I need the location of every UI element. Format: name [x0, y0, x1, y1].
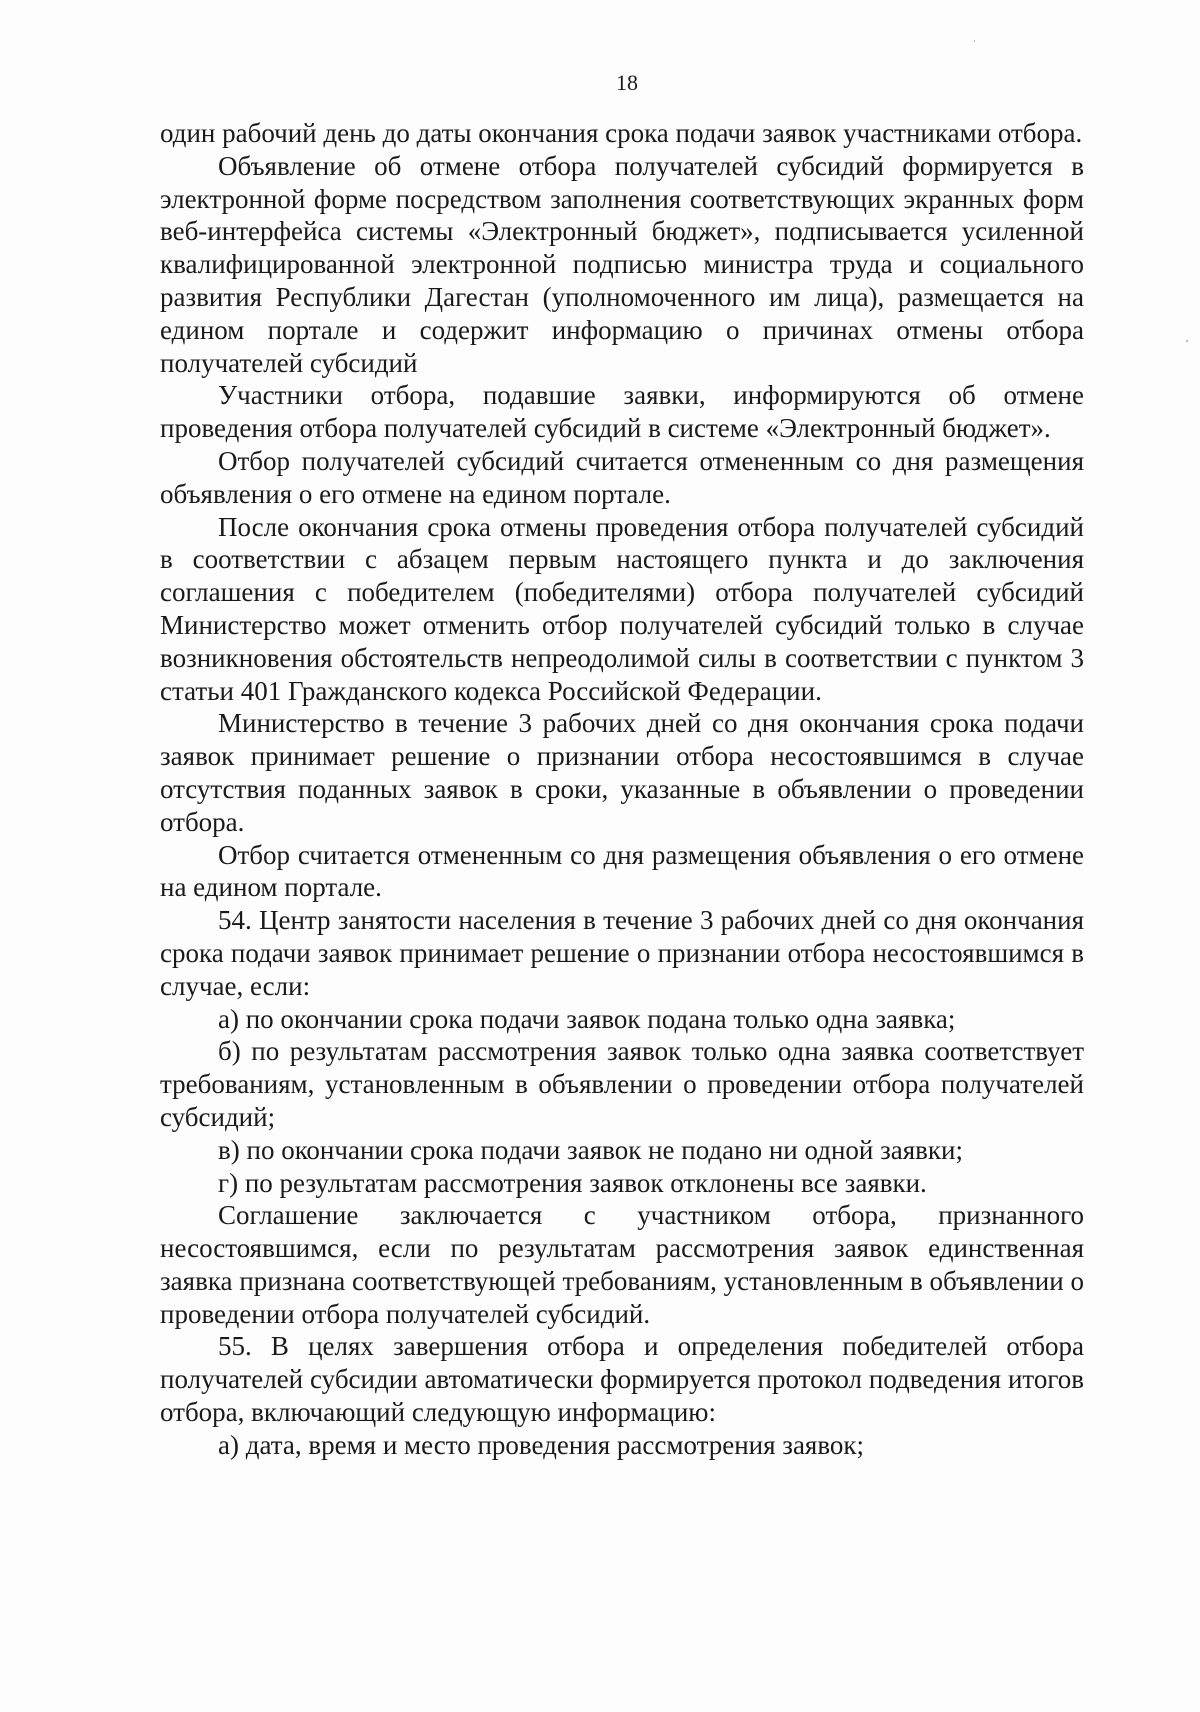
paragraph: Объявление об отмене отбора получателей субсидий формируется в электронной форме посредством заполнения соответствующих экранных форм веб-интерфейса системы «Электронный бюджет», подписывается усиленной квалифицированной электронной подписью министра труда и социального развития Республики Дагестан (уполномоченного им лица), размещается на едином портале и содержит информацию о причинах отмены отбора получателей субсидий — [160, 150, 1084, 378]
paragraph: Участники отбора, подавшие заявки, информируются об отмене проведения отбора получателей субсидий в системе «Электронный бюджет». — [160, 380, 1084, 444]
paragraph-section-54: 54. Центр занятости населения в течение 3 рабочих дней со дня окончания срока подачи заявок принимает решение о признании отбора несостоявшимся в случае, если: — [160, 905, 1084, 1001]
paragraph: Соглашение заключается с участником отбора, признанного несостоявшимся, если по результатам рассмотрения заявок единственная заявка признана соответствующей требованиям, установленным в объявлении о проведении отбора получателей субсидий. — [160, 1200, 1084, 1329]
list-item: б) по результатам рассмотрения заявок только одна заявка соответствует требованиям, установленным в объявлении о проведении отбора получателей субсидий; — [160, 1036, 1084, 1132]
list-item: а) по окончании срока подачи заявок подана только одна заявка; — [218, 1003, 956, 1034]
list-item: а) дата, время и место проведения рассмотрения заявок; — [218, 1429, 865, 1460]
paragraph: Отбор получателей субсидий считается отмененным со дня размещения объявления о его отмене на едином портале. — [160, 445, 1084, 509]
paragraph: Министерство в течение 3 рабочих дней со дня окончания срока подачи заявок принимает решение о признании отбора несостоявшимся в случае отсутствия поданных заявок в сроки, указанные в объявлении о проведении отбора. — [160, 708, 1084, 837]
paragraph-section-55: 55. В целях завершения отбора и определения победителей отбора получателей субсидии автоматически формируется протокол подведения итогов отбора, включающий следующую информацию: — [160, 1331, 1084, 1428]
document-body — [160, 117, 1084, 1462]
list-item: в) по окончании срока подачи заявок не подано ни одной заявки; — [218, 1134, 963, 1165]
paragraph: После окончания срока отмены проведения отбора получателей субсидий в соответствии с абзацем первым настоящего пункта и до заключения соглашения с победителем (победителями) отбора получателей субсидий Министерство может отменить отбор получателей субсидий только в случае возникновения обстоятельств непреодолимой силы в соответствии с пунктом 3 статьи 401 Гражданского кодекса Российской Федерации. — [160, 511, 1084, 706]
scan-edge-mark — [974, 40, 975, 42]
paragraph: Отбор считается отмененным со дня размещения объявления о его отмене на едином портале. — [160, 839, 1084, 903]
scan-edge-mark — [1186, 340, 1188, 342]
list-item: г) по результатам рассмотрения заявок отклонены все заявки. — [218, 1167, 927, 1198]
paragraph: один рабочий день до даты окончания срока подачи заявок участниками отбора. — [160, 118, 1083, 148]
page-number: 18 — [616, 70, 638, 95]
